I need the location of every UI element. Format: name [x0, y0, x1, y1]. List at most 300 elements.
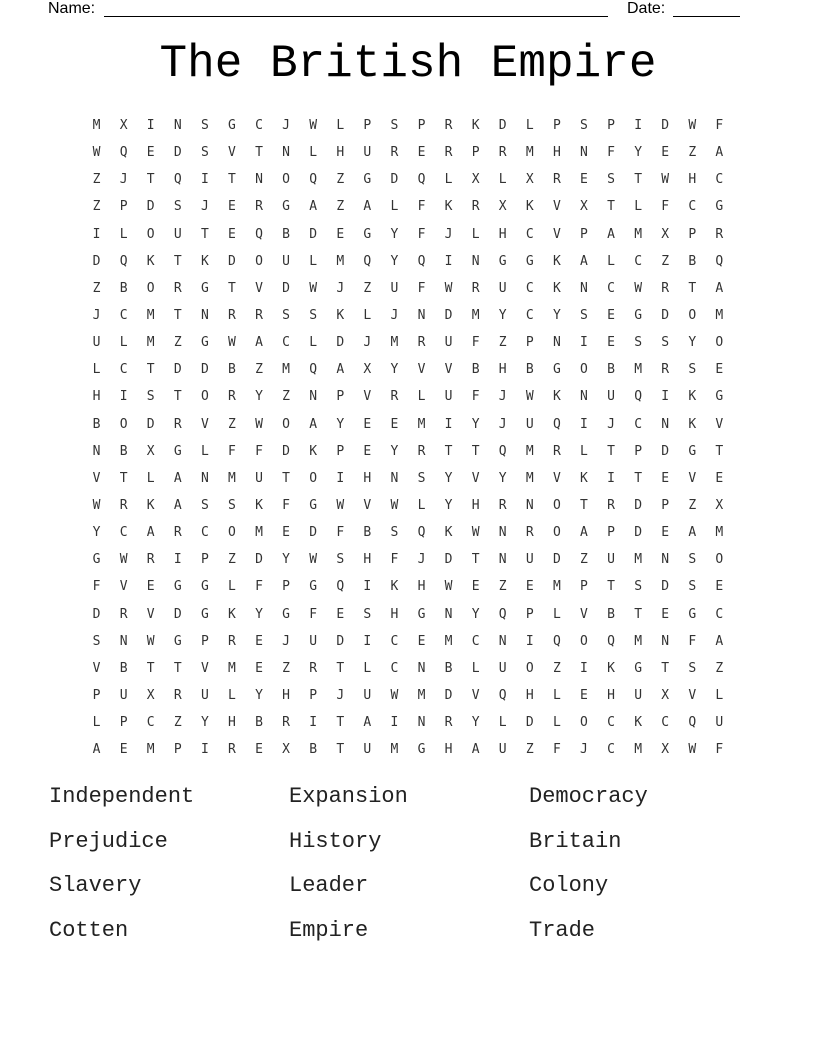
grid-row: [83, 275, 733, 302]
grid-letter: O: [580, 715, 588, 731]
grid-letter: D: [173, 606, 182, 622]
grid-letter: E: [525, 579, 534, 595]
grid-letter: D: [444, 308, 453, 324]
grid-letter: J: [498, 389, 507, 405]
grid-letter: E: [119, 742, 128, 758]
grid-letter: L: [309, 335, 318, 351]
grid-letter: Y: [688, 335, 697, 351]
grid-letter: L: [309, 145, 318, 161]
grid-letter: T: [661, 660, 670, 676]
grid-letter: U: [363, 688, 372, 704]
grid-letter: Y: [390, 443, 399, 459]
grid-letter: D: [92, 253, 101, 269]
grid-letter: N: [661, 416, 670, 432]
grid-letter: I: [634, 118, 643, 134]
grid-letter: O: [119, 416, 128, 432]
grid-letter: K: [146, 253, 155, 269]
grid-letter: N: [417, 308, 426, 324]
grid-letter: C: [525, 308, 534, 324]
grid-letter: J: [390, 308, 399, 324]
grid-letter: J: [498, 416, 507, 432]
grid-letter: P: [336, 389, 345, 405]
grid-letter: Q: [417, 253, 426, 269]
grid-letter: Q: [173, 172, 182, 188]
grid-letter: L: [715, 688, 724, 704]
grid-letter: B: [309, 742, 318, 758]
grid-row: [83, 329, 733, 356]
grid-letter: L: [228, 688, 236, 704]
grid-letter: U: [525, 416, 534, 432]
grid-letter: E: [282, 525, 290, 541]
grid-letter: Q: [309, 172, 318, 188]
grid-letter: P: [363, 118, 372, 134]
grid-letter: N: [580, 389, 588, 405]
grid-letter: T: [146, 362, 155, 378]
grid-letter: R: [607, 498, 615, 514]
grid-letter: C: [661, 715, 670, 731]
grid-letter: W: [228, 335, 236, 351]
grid-letter: R: [471, 280, 480, 296]
grid-letter: Z: [580, 552, 588, 568]
grid-letter: V: [200, 660, 209, 676]
grid-letter: N: [580, 145, 588, 161]
grid-letter: X: [715, 498, 724, 514]
grid-row: [83, 492, 733, 519]
grid-letter: P: [200, 552, 209, 568]
grid-letter: I: [363, 633, 372, 649]
grid-letter: E: [580, 688, 588, 704]
grid-letter: S: [607, 172, 615, 188]
grid-letter: Y: [282, 552, 290, 568]
grid-letter: Q: [417, 172, 426, 188]
grid-letter: N: [444, 606, 453, 622]
grid-letter: G: [634, 660, 643, 676]
grid-letter: L: [200, 443, 209, 459]
grid-letter: A: [173, 470, 182, 486]
grid-letter: X: [282, 742, 290, 758]
grid-letter: O: [146, 280, 155, 296]
grid-letter: Q: [552, 633, 561, 649]
grid-letter: I: [173, 552, 182, 568]
grid-letter: S: [200, 498, 209, 514]
grid-letter: D: [661, 579, 670, 595]
grid-row: [83, 302, 733, 329]
grid-letter: K: [228, 606, 236, 622]
grid-letter: O: [580, 362, 588, 378]
word-list: [49, 782, 769, 946]
grid-row: [83, 519, 733, 546]
grid-letter: A: [309, 199, 318, 215]
grid-letter: Y: [471, 416, 480, 432]
grid-letter: B: [688, 253, 697, 269]
grid-letter: K: [580, 470, 588, 486]
grid-letter: C: [525, 226, 534, 242]
grid-letter: I: [92, 226, 101, 242]
grid-letter: D: [146, 199, 155, 215]
grid-letter: Y: [471, 606, 480, 622]
grid-letter: I: [607, 470, 615, 486]
grid-letter: E: [580, 172, 588, 188]
grid-letter: Q: [363, 253, 372, 269]
grid-letter: J: [363, 335, 372, 351]
grid-letter: D: [498, 118, 507, 134]
grid-letter: Q: [552, 416, 561, 432]
grid-letter: W: [471, 525, 480, 541]
grid-row: [83, 112, 733, 139]
grid-letter: R: [119, 606, 128, 622]
grid-letter: D: [282, 443, 290, 459]
grid-letter: G: [634, 308, 643, 324]
grid-letter: M: [634, 226, 643, 242]
grid-letter: V: [255, 280, 263, 296]
grid-letter: N: [498, 525, 507, 541]
grid-letter: P: [525, 335, 534, 351]
grid-letter: F: [417, 199, 426, 215]
grid-letter: J: [282, 118, 290, 134]
grid-letter: R: [417, 335, 426, 351]
grid-letter: T: [173, 308, 182, 324]
grid-letter: V: [688, 470, 697, 486]
grid-letter: E: [417, 633, 426, 649]
grid-letter: G: [228, 118, 236, 134]
grid-letter: D: [309, 525, 318, 541]
grid-letter: B: [444, 660, 453, 676]
grid-letter: B: [525, 362, 534, 378]
grid-letter: A: [336, 362, 345, 378]
grid-letter: N: [200, 470, 209, 486]
grid-letter: T: [336, 715, 345, 731]
grid-letter: C: [119, 525, 128, 541]
grid-letter: G: [309, 579, 318, 595]
grid-letter: K: [552, 280, 561, 296]
grid-letter: Z: [92, 172, 101, 188]
word-list-item: Cotten: [49, 917, 129, 943]
grid-letter: D: [661, 443, 670, 459]
grid-letter: V: [471, 688, 480, 704]
grid-letter: K: [688, 389, 697, 405]
grid-letter: J: [200, 199, 209, 215]
grid-letter: Z: [661, 253, 670, 269]
grid-letter: V: [444, 362, 453, 378]
grid-letter: I: [580, 416, 588, 432]
grid-letter: N: [661, 633, 670, 649]
grid-letter: U: [634, 688, 643, 704]
grid-letter: D: [634, 498, 643, 514]
grid-row: [83, 682, 733, 709]
grid-letter: F: [92, 579, 101, 595]
grid-letter: F: [309, 606, 318, 622]
grid-letter: V: [471, 470, 480, 486]
grid-letter: M: [525, 443, 534, 459]
grid-letter: F: [255, 443, 263, 459]
grid-letter: Z: [525, 742, 534, 758]
grid-letter: Z: [552, 660, 561, 676]
grid-letter: N: [580, 280, 588, 296]
grid-letter: U: [444, 389, 453, 405]
grid-letter: B: [255, 715, 263, 731]
grid-letter: O: [715, 335, 724, 351]
grid-letter: D: [92, 606, 101, 622]
grid-letter: G: [552, 362, 561, 378]
grid-letter: E: [661, 525, 670, 541]
grid-letter: G: [282, 199, 290, 215]
grid-letter: J: [580, 742, 588, 758]
grid-letter: F: [282, 498, 290, 514]
grid-letter: B: [471, 362, 480, 378]
grid-letter: B: [607, 362, 615, 378]
grid-letter: M: [634, 633, 643, 649]
grid-letter: M: [525, 470, 534, 486]
grid-letter: L: [309, 253, 318, 269]
grid-letter: L: [525, 118, 534, 134]
grid-letter: D: [525, 715, 534, 731]
grid-letter: S: [146, 389, 155, 405]
grid-letter: G: [173, 579, 182, 595]
grid-letter: G: [688, 606, 697, 622]
grid-letter: T: [282, 470, 290, 486]
grid-letter: P: [580, 579, 588, 595]
grid-letter: L: [444, 172, 453, 188]
grid-letter: E: [661, 470, 670, 486]
grid-letter: J: [444, 226, 453, 242]
grid-letter: Z: [336, 199, 345, 215]
grid-letter: N: [525, 498, 534, 514]
grid-letter: I: [119, 389, 128, 405]
grid-letter: K: [444, 525, 453, 541]
grid-letter: L: [390, 199, 399, 215]
grid-letter: G: [173, 443, 182, 459]
grid-letter: E: [661, 606, 670, 622]
grid-letter: W: [119, 552, 128, 568]
grid-letter: G: [200, 579, 209, 595]
grid-letter: M: [255, 525, 263, 541]
grid-letter: J: [119, 172, 128, 188]
grid-letter: F: [688, 633, 697, 649]
grid-letter: B: [119, 660, 128, 676]
grid-letter: R: [173, 525, 182, 541]
grid-letter: N: [282, 145, 290, 161]
grid-letter: Q: [255, 226, 263, 242]
grid-letter: X: [661, 226, 670, 242]
grid-letter: H: [498, 362, 507, 378]
grid-letter: V: [552, 226, 561, 242]
grid-letter: P: [282, 579, 290, 595]
grid-letter: D: [336, 633, 345, 649]
grid-letter: L: [552, 715, 561, 731]
grid-letter: Q: [498, 688, 507, 704]
grid-letter: I: [336, 470, 345, 486]
grid-letter: R: [255, 199, 263, 215]
grid-letter: C: [119, 308, 128, 324]
grid-letter: T: [228, 280, 236, 296]
grid-letter: C: [715, 606, 724, 622]
grid-letter: U: [309, 633, 318, 649]
grid-letter: I: [580, 660, 588, 676]
grid-row: [83, 546, 733, 573]
grid-letter: I: [444, 253, 453, 269]
grid-letter: E: [607, 335, 615, 351]
grid-letter: K: [552, 253, 561, 269]
grid-letter: P: [552, 118, 561, 134]
grid-letter: F: [390, 552, 399, 568]
grid-letter: P: [688, 226, 697, 242]
grid-letter: R: [146, 552, 155, 568]
grid-letter: K: [471, 118, 480, 134]
grid-letter: R: [228, 389, 236, 405]
grid-letter: V: [363, 498, 372, 514]
grid-letter: S: [390, 525, 399, 541]
grid-letter: H: [525, 688, 534, 704]
grid-letter: N: [200, 308, 209, 324]
grid-letter: L: [634, 199, 643, 215]
grid-letter: P: [607, 525, 615, 541]
grid-letter: Z: [255, 362, 263, 378]
grid-letter: D: [146, 416, 155, 432]
grid-letter: E: [255, 660, 263, 676]
grid-letter: V: [552, 470, 561, 486]
grid-row: [83, 438, 733, 465]
grid-letter: L: [471, 660, 480, 676]
grid-letter: G: [417, 742, 426, 758]
date-label: Date:: [627, 0, 666, 17]
grid-letter: P: [309, 688, 318, 704]
grid-letter: L: [92, 362, 101, 378]
grid-letter: G: [715, 199, 724, 215]
grid-letter: P: [634, 443, 643, 459]
grid-letter: R: [661, 362, 670, 378]
grid-letter: K: [552, 389, 561, 405]
grid-letter: A: [580, 253, 588, 269]
grid-letter: L: [336, 118, 345, 134]
grid-letter: T: [146, 172, 155, 188]
grid-letter: Q: [119, 253, 128, 269]
grid-letter: A: [255, 335, 263, 351]
word-list-item: Democracy: [529, 784, 648, 809]
grid-letter: S: [688, 362, 697, 378]
grid-letter: C: [607, 742, 615, 758]
grid-letter: U: [607, 389, 615, 405]
grid-letter: W: [688, 742, 697, 758]
grid-letter: R: [552, 443, 561, 459]
grid-letter: S: [363, 606, 372, 622]
grid-letter: G: [309, 498, 318, 514]
grid-letter: S: [580, 308, 588, 324]
grid-letter: T: [471, 443, 480, 459]
grid-row: [83, 193, 733, 220]
grid-letter: Y: [390, 226, 399, 242]
grid-letter: N: [390, 470, 399, 486]
grid-letter: S: [580, 118, 588, 134]
grid-letter: W: [444, 280, 453, 296]
grid-letter: T: [173, 660, 182, 676]
grid-letter: P: [471, 145, 480, 161]
grid-letter: W: [92, 145, 101, 161]
word-list-item: Britain: [529, 828, 622, 854]
grid-letter: M: [146, 308, 155, 324]
grid-letter: W: [146, 633, 155, 649]
grid-letter: F: [228, 443, 236, 459]
grid-letter: S: [688, 552, 697, 568]
grid-letter: K: [634, 715, 643, 731]
grid-letter: Q: [417, 525, 426, 541]
grid-letter: P: [200, 633, 209, 649]
grid-letter: R: [525, 525, 534, 541]
grid-letter: X: [363, 362, 372, 378]
grid-letter: F: [417, 226, 426, 242]
grid-letter: N: [173, 118, 182, 134]
grid-letter: T: [336, 660, 345, 676]
grid-letter: A: [471, 742, 480, 758]
grid-letter: N: [471, 253, 480, 269]
grid-letter: B: [92, 416, 101, 432]
grid-letter: X: [498, 199, 507, 215]
grid-letter: K: [525, 199, 534, 215]
grid-letter: Y: [634, 145, 643, 161]
grid-letter: G: [417, 606, 426, 622]
grid-letter: R: [498, 145, 507, 161]
grid-letter: G: [525, 253, 534, 269]
grid-letter: W: [336, 498, 345, 514]
grid-letter: Q: [498, 606, 507, 622]
grid-letter: U: [444, 335, 453, 351]
grid-letter: H: [363, 470, 372, 486]
grid-letter: C: [607, 715, 615, 731]
grid-letter: R: [661, 280, 670, 296]
grid-letter: I: [661, 389, 670, 405]
grid-letter: H: [471, 498, 480, 514]
grid-letter: Y: [390, 253, 399, 269]
grid-letter: K: [444, 199, 453, 215]
grid-letter: R: [417, 443, 426, 459]
grid-letter: O: [688, 308, 697, 324]
grid-letter: Q: [607, 633, 615, 649]
grid-letter: V: [688, 688, 697, 704]
grid-letter: C: [119, 362, 128, 378]
grid-letter: M: [390, 742, 399, 758]
grid-letter: L: [119, 226, 128, 242]
grid-letter: X: [525, 172, 534, 188]
grid-letter: H: [228, 715, 236, 731]
grid-letter: M: [336, 253, 345, 269]
grid-letter: G: [200, 606, 209, 622]
grid-letter: M: [282, 362, 290, 378]
grid-letter: B: [282, 226, 290, 242]
grid-letter: A: [363, 199, 372, 215]
grid-letter: O: [146, 226, 155, 242]
grid-letter: C: [146, 715, 155, 731]
grid-letter: O: [552, 498, 561, 514]
grid-letter: R: [228, 742, 236, 758]
grid-letter: D: [661, 118, 670, 134]
grid-letter: E: [146, 579, 155, 595]
grid-letter: X: [580, 199, 588, 215]
grid-letter: U: [498, 742, 507, 758]
grid-letter: J: [92, 308, 101, 324]
grid-letter: U: [525, 552, 534, 568]
grid-row: [83, 221, 733, 248]
grid-letter: S: [390, 118, 399, 134]
grid-letter: M: [146, 742, 155, 758]
grid-letter: C: [715, 172, 724, 188]
grid-letter: G: [688, 443, 697, 459]
grid-letter: U: [282, 253, 290, 269]
grid-letter: N: [119, 633, 128, 649]
grid-letter: A: [92, 742, 101, 758]
grid-letter: P: [607, 118, 615, 134]
grid-letter: U: [200, 688, 209, 704]
grid-letter: L: [119, 335, 128, 351]
grid-letter: O: [228, 525, 236, 541]
